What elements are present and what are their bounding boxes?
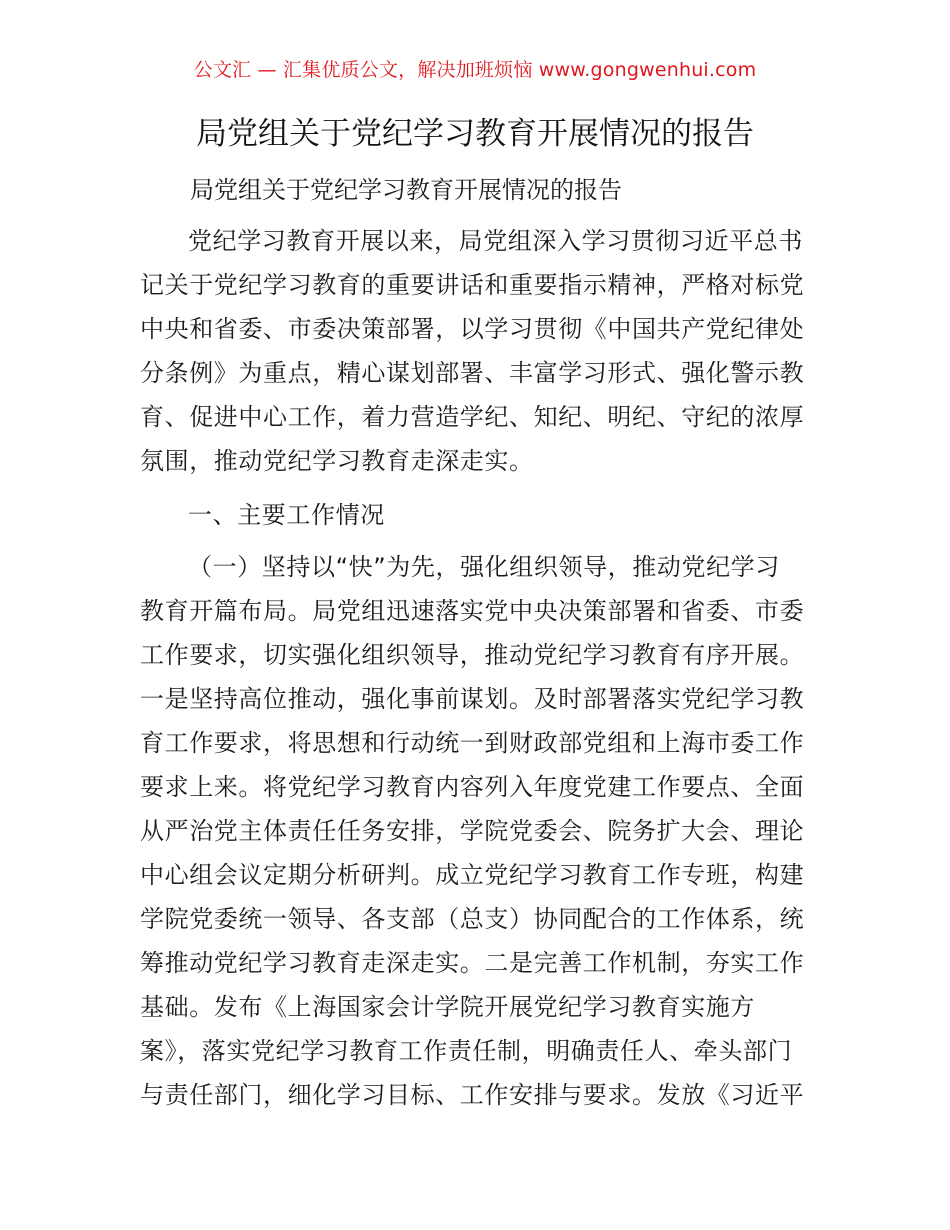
- paragraph-line: 记关于党纪学习教育的重要讲话和重要指示精神，严格对标党: [140, 271, 805, 299]
- paragraph-line: 基础。发布《上海国家会计学院开展党纪学习教育实施方: [140, 993, 755, 1021]
- section1-paragraph: [140, 545, 830, 1117]
- header-banner: 公文汇 — 汇集优质公文，解决加班烦恼 www.gongwenhui.com: [193, 59, 757, 81]
- document-subtitle: 局党组关于党纪学习教育开展情况的报告: [190, 176, 622, 204]
- paragraph-line: （一）坚持以“快”为先，强化组织领导，推动党纪学习: [188, 553, 780, 581]
- document-title: 局党组关于党纪学习教育开展情况的报告: [196, 116, 754, 152]
- paragraph-line: 育、促进中心工作，着力营造学纪、知纪、明纪、守纪的浓厚: [140, 403, 805, 431]
- paragraph-line: 中央和省委、市委决策部署，以学习贯彻《中国共产党纪律处: [140, 315, 805, 343]
- paragraph-line: 工作要求，切实强化组织领导，推动党纪学习教育有序开展。: [140, 641, 805, 669]
- paragraph-line: 与责任部门，细化学习目标、工作安排与要求。发放《习近平: [140, 1081, 805, 1109]
- section-heading-text: 一、主要工作情况: [188, 501, 385, 529]
- paragraph-line: 氛围，推动党纪学习教育走深走实。: [140, 447, 534, 475]
- paragraph-line: 一是坚持高位推动，强化事前谋划。及时部署落实党纪学习教: [140, 685, 805, 713]
- paragraph-line: 学院党委统一领导、各支部（总支）协同配合的工作体系，统: [140, 905, 805, 933]
- section-heading: [140, 493, 830, 537]
- paragraph-line: 教育开篇布局。局党组迅速落实党中央决策部署和省委、市委: [140, 597, 805, 625]
- paragraph-line: 分条例》为重点，精心谋划部署、丰富学习形式、强化警示教: [140, 359, 805, 387]
- paragraph-line: 要求上来。将党纪学习教育内容列入年度党建工作要点、全面: [140, 773, 805, 801]
- paragraph-line: 中心组会议定期分析研判。成立党纪学习教育工作专班，构建: [140, 861, 805, 889]
- paragraph-line: 从严治党主体责任任务安排，学院党委会、院务扩大会、理论: [140, 817, 805, 845]
- paragraph-line: 党纪学习教育开展以来，局党组深入学习贯彻习近平总书: [188, 227, 803, 255]
- paragraph-line: 育工作要求，将思想和行动统一到财政部党组和上海市委工作: [140, 729, 805, 757]
- intro-paragraph: [140, 219, 830, 483]
- paragraph-line: 案》，落实党纪学习教育工作责任制，明确责任人、牵头部门: [140, 1037, 793, 1065]
- paragraph-line: 筹推动党纪学习教育走深走实。二是完善工作机制，夯实工作: [140, 949, 805, 977]
